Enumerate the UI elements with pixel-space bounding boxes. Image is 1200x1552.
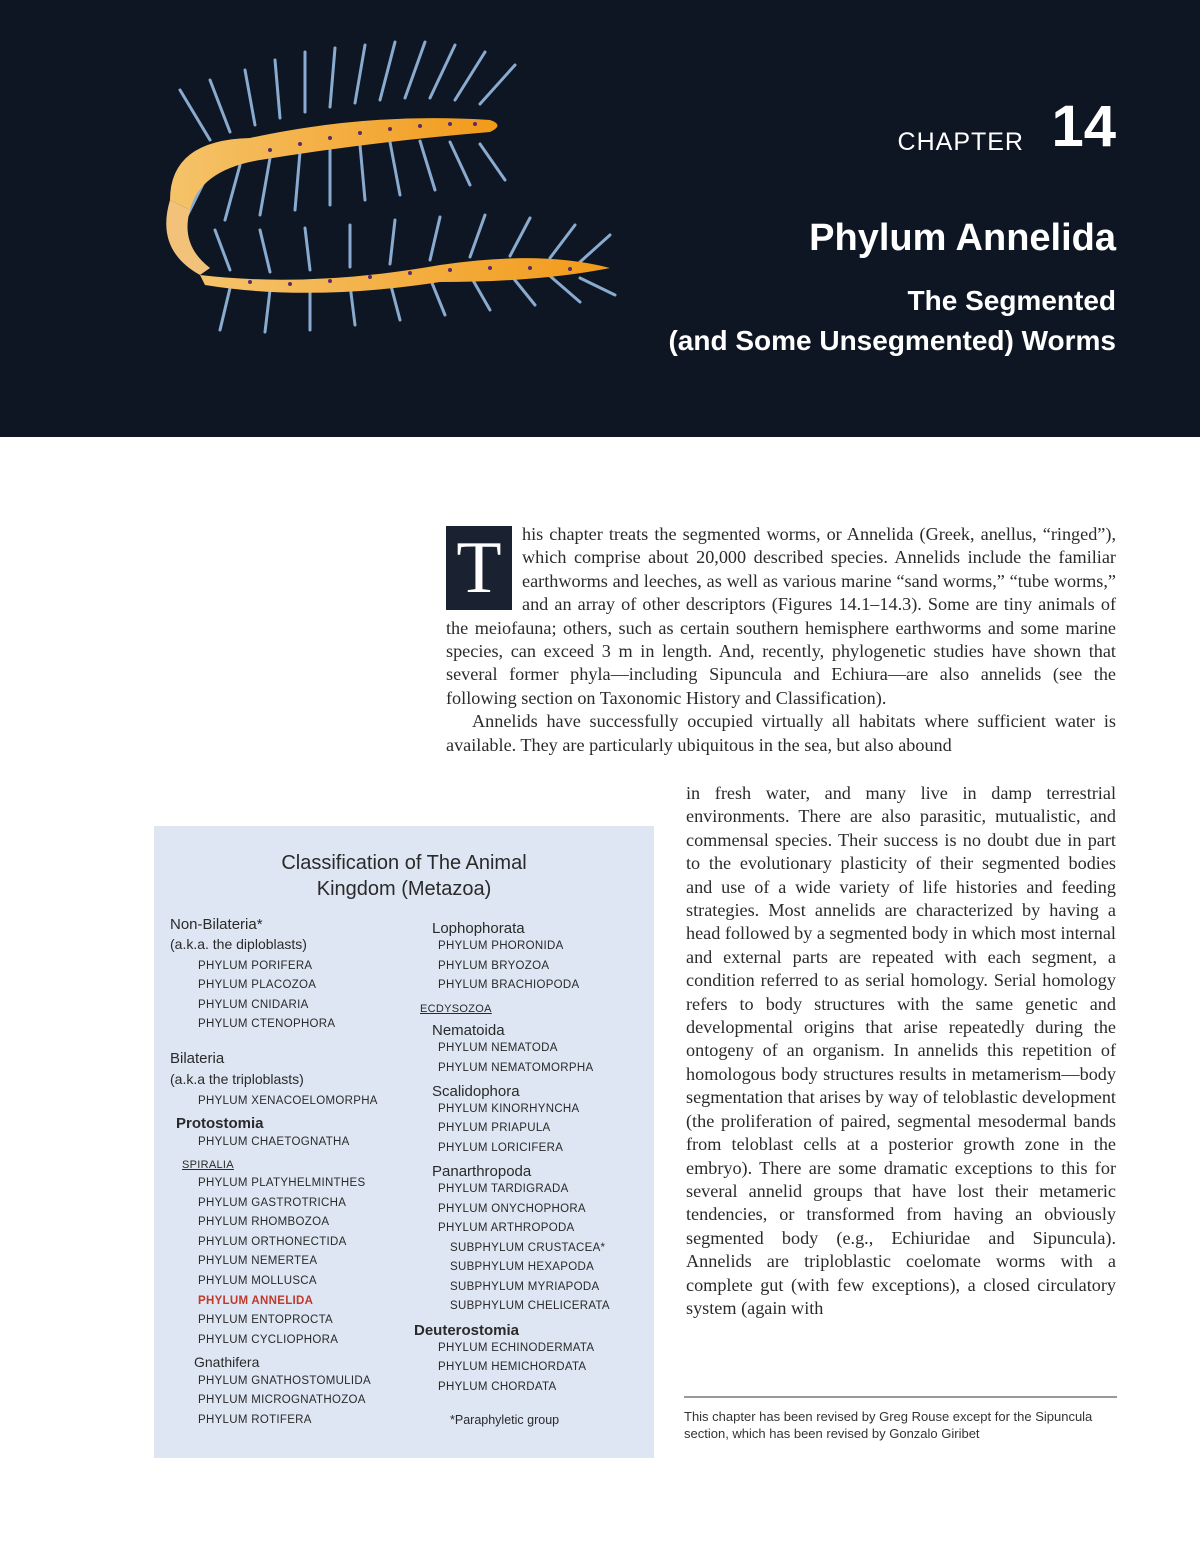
panarthropoda-heading: Panarthropoda: [432, 1163, 532, 1180]
phylum-item: PHYLUM PHORONIDA: [438, 940, 564, 952]
deuterostomia-heading: Deuterostomia: [414, 1322, 520, 1339]
phylum-item: PHYLUM ARTHROPODA: [438, 1222, 575, 1234]
phylum-item: PHYLUM PORIFERA: [198, 960, 313, 972]
phylum-item: PHYLUM MICROGNATHOZOA: [198, 1394, 366, 1406]
phylum-item: PHYLUM ONYCHOPHORA: [438, 1203, 586, 1215]
scalidophora-heading: Scalidophora: [432, 1083, 520, 1100]
footnote-rule: [684, 1396, 1117, 1398]
lophophorata-heading: Lophophorata: [432, 920, 525, 937]
paragraph-1: his chapter treats the segmented worms, or Annelida (Greek, anellus, “ringed”), which comprise about 20,000 described species. Annelids include the familiar earthworms and leeches, as well as various marine “sand worms,” “tube worms,” and an array of other descriptors (Figures 14.1–14.3). Some are tiny animals of the meiofauna; others, such as certain southern hemisphere earthworms and some marine species, can exceed 3 m in length. And, recently, phylogenetic studies have shown that several former phyla—including Sipuncula and Echiura—are also annelids (see the following section on Taxonomic History and Classification).: [446, 524, 1116, 708]
phylum-item: PHYLUM NEMATODA: [438, 1042, 558, 1054]
phylum-item: PHYLUM CNIDARIA: [198, 999, 309, 1011]
nematoida-heading: Nematoida: [432, 1022, 505, 1039]
classification-title: Classification of The Animal Kingdom (Metazoa): [281, 852, 527, 900]
phylum-item: PHYLUM CTENOPHORA: [198, 1018, 336, 1030]
phylum-item: PHYLUM MOLLUSCA: [198, 1275, 317, 1287]
phylum-item: PHYLUM GASTROTRICHA: [198, 1197, 347, 1209]
subphylum-item: SUBPHYLUM HEXAPODA: [450, 1261, 595, 1273]
gnathifera-heading: Gnathifera: [194, 1354, 260, 1370]
phylum-item: PHYLUM BRACHIOPODA: [438, 979, 580, 991]
subphylum-item: SUBPHYLUM CHELICERATA: [450, 1300, 610, 1312]
subtitle-line-2: (and Some Unsegmented) Worms: [668, 325, 1116, 356]
classification-box: [154, 826, 654, 1458]
subphylum-item: SUBPHYLUM CRUSTACEA*: [450, 1242, 606, 1254]
chapter-subtitle: [668, 281, 1116, 361]
paragraph-2: Annelids have successfully occupied virtually all habitats where sufficient water is available. They are particularly ubiquitous in the sea, but also abound: [446, 711, 1116, 755]
phylum-item: PHYLUM ECHINODERMATA: [438, 1342, 595, 1354]
phylum-item: PHYLUM ENTOPROCTA: [198, 1314, 334, 1326]
annelid-worm-illustration: [110, 20, 670, 350]
paraphyletic-footnote: *Paraphyletic group: [450, 1413, 560, 1427]
paragraph-3: in fresh water, and many live in damp terrestrial environments. There are also parasitic, mutualistic, and commensal species. Their success is no doubt due in part to the evolutionary plasticity of their segmented bodies and use of a wide variety of life histories and feeding strategies. Most annelids are characterized by having a head followed by a segmented body in which most internal and external parts are repeated with each segment, a condition referred to as serial homology. Serial homology refers to body structures with the same genetic and developmental origins that arise repeatedly during the ontogeny of an organism. In annelids this repetition of homologous body structures results in metamerism—body segmentation that arises by way of teloblastic development (the proliferation of paired, segmental mesodermal bands from teloblast cells at a posterior growth zone in the embryo). There are some dramatic exceptions to this for several annelid groups that have lost their metameric tendencies, or transformed from having an obviously segmented body (e.g., Echiuridae and Sipuncula). Annelids are triploblastic coelomate worms with a complete gut (with few exceptions), a closed circulatory system (again with: [686, 783, 1116, 1318]
non-bilateria-aka: (a.k.a. the diploblasts): [170, 936, 307, 952]
phylum-item: PHYLUM BRYOZOA: [438, 960, 550, 972]
chapter-number: 14: [1051, 94, 1116, 159]
revision-footnote: This chapter has been revised by Greg Rouse except for the Sipuncula section, which has been revised by Gonzalo Giribet: [684, 1409, 1093, 1441]
phylum-item: PHYLUM PLATYHELMINTHES: [198, 1177, 366, 1189]
phylum-item: PHYLUM KINORHYNCHA: [438, 1103, 580, 1115]
phylum-item: PHYLUM TARDIGRADA: [438, 1183, 569, 1195]
phylum-item: PHYLUM NEMATOMORPHA: [438, 1062, 594, 1074]
bilateria-heading: Bilateria: [170, 1050, 225, 1067]
non-bilateria-heading: Non-Bilateria*: [170, 916, 263, 933]
chapter-title: Phylum Annelida: [809, 217, 1116, 259]
subphylum-item: SUBPHYLUM MYRIAPODA: [450, 1281, 600, 1293]
phylum-item: PHYLUM CHAETOGNATHA: [198, 1136, 350, 1148]
phylum-item: PHYLUM PRIAPULA: [438, 1122, 551, 1134]
phylum-item: PHYLUM ROTIFERA: [198, 1414, 312, 1426]
phylum-item: PHYLUM GNATHOSTOMULIDA: [198, 1375, 371, 1387]
chapter-label: CHAPTER: [897, 128, 1024, 156]
phylum-item: PHYLUM LORICIFERA: [438, 1142, 564, 1154]
phylum-annelida-highlight: PHYLUM ANNELIDA: [198, 1295, 314, 1307]
phylum-item: PHYLUM CHORDATA: [438, 1381, 557, 1393]
subtitle-line-1: The Segmented: [907, 285, 1116, 316]
phylum-item: PHYLUM XENACOELOMORPHA: [198, 1095, 378, 1107]
drop-cap: T: [446, 526, 512, 610]
ecdysozoa-heading: ECDYSOZOA: [420, 1003, 492, 1015]
phylum-item: PHYLUM NEMERTEA: [198, 1255, 318, 1267]
phylum-item: PHYLUM CYCLIOPHORA: [198, 1334, 339, 1346]
intro-text-block: [446, 523, 1116, 757]
chapter-banner: [0, 0, 1200, 437]
phylum-item: PHYLUM HEMICHORDATA: [438, 1361, 587, 1373]
protostomia-heading: Protostomia: [176, 1115, 264, 1132]
phylum-item: PHYLUM RHOMBOZOA: [198, 1216, 330, 1228]
phylum-item: PHYLUM PLACOZOA: [198, 979, 317, 991]
phylum-item: PHYLUM ORTHONECTIDA: [198, 1236, 347, 1248]
bilateria-aka: (a.k.a the triploblasts): [170, 1071, 304, 1087]
spiralia-heading: SPIRALIA: [182, 1159, 234, 1171]
